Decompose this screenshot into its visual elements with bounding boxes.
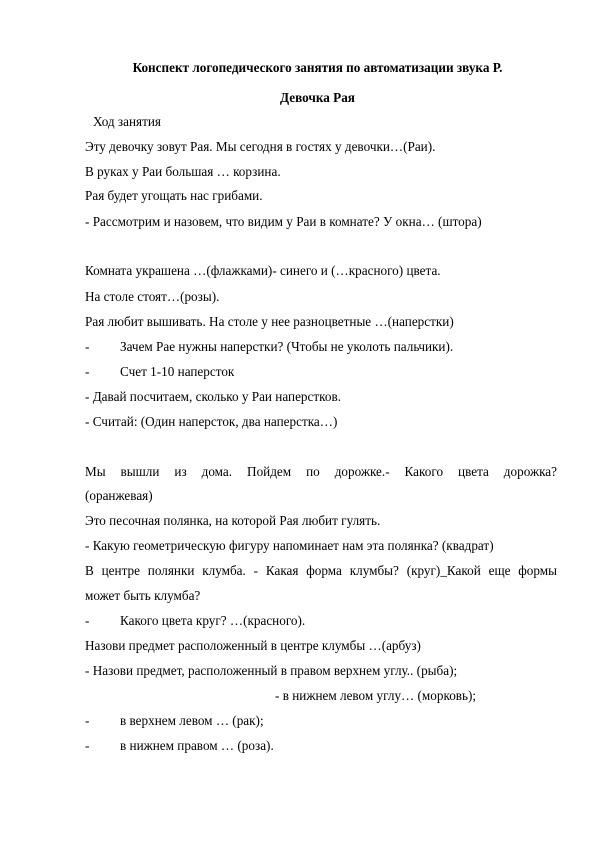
paragraph-line: - Считай: (Один наперсток, два наперстка…) (85, 414, 338, 429)
list-item: Какого цвета круг? …(красного). (120, 613, 306, 628)
section-heading: Ход занятия (93, 114, 161, 129)
paragraph-line: Комната украшена …(флажками)- синего и (…красного) цвета. (85, 263, 441, 278)
paragraph-line: Рая любит вышивать. На столе у нее разноцветные …(наперстки) (85, 314, 454, 329)
document-subtitle: Девочка Рая (280, 90, 355, 105)
list-item: Счет 1-10 наперсток (120, 364, 235, 379)
paragraph-line: В центре полянки клумба. - Какая форма клумбы? (круг)_Какой еще формы (85, 563, 557, 578)
paragraph-line: Рая будет угощать нас грибами. (85, 188, 263, 203)
list-marker: - (85, 738, 90, 753)
paragraph-line: - Какую геометрическую фигуру напоминает нам эта полянка? (квадрат) (85, 538, 494, 553)
list-item: в верхнем левом … (рак); (120, 713, 264, 728)
list-marker: - (85, 364, 90, 379)
paragraph-line: Эту девочку зовут Рая. Мы сегодня в гостях у девочки…(Раи). (85, 139, 436, 154)
list-marker: - (85, 613, 90, 628)
paragraph-line: - в нижнем левом углу… (морковь); (275, 688, 477, 703)
list-marker: - (85, 713, 90, 728)
document-title: Конспект логопедического занятия по автоматизации звука Р. (132, 60, 503, 75)
list-item: в нижнем правом … (роза). (120, 738, 274, 753)
paragraph-line: (оранжевая) (85, 488, 153, 503)
paragraph-line: - Назови предмет, расположенный в правом верхнем углу.. (рыба); (85, 663, 458, 678)
paragraph-line: может быть клумба? (85, 588, 201, 603)
paragraph-line: - Давай посчитаем, сколько у Раи наперстков. (85, 389, 342, 404)
paragraph-line: В руках у Раи большая … корзина. (85, 164, 281, 179)
paragraph-line: Это песочная полянка, на которой Рая любит гулять. (85, 513, 381, 528)
paragraph-line: Мы вышли из дома. Пойдем по дорожке.- Какого цвета дорожка? (85, 464, 557, 479)
paragraph-line: - Рассмотрим и назовем, что видим у Раи в комнате? У окна… (штора) (85, 214, 482, 229)
list-marker: - (85, 339, 90, 354)
paragraph-line: Назови предмет расположенный в центре клумбы …(арбуз) (85, 638, 421, 653)
list-item: Зачем Рае нужны наперстки? (Чтобы не уколоть пальчики). (120, 339, 454, 354)
paragraph-line: На столе стоят…(розы). (85, 289, 220, 304)
